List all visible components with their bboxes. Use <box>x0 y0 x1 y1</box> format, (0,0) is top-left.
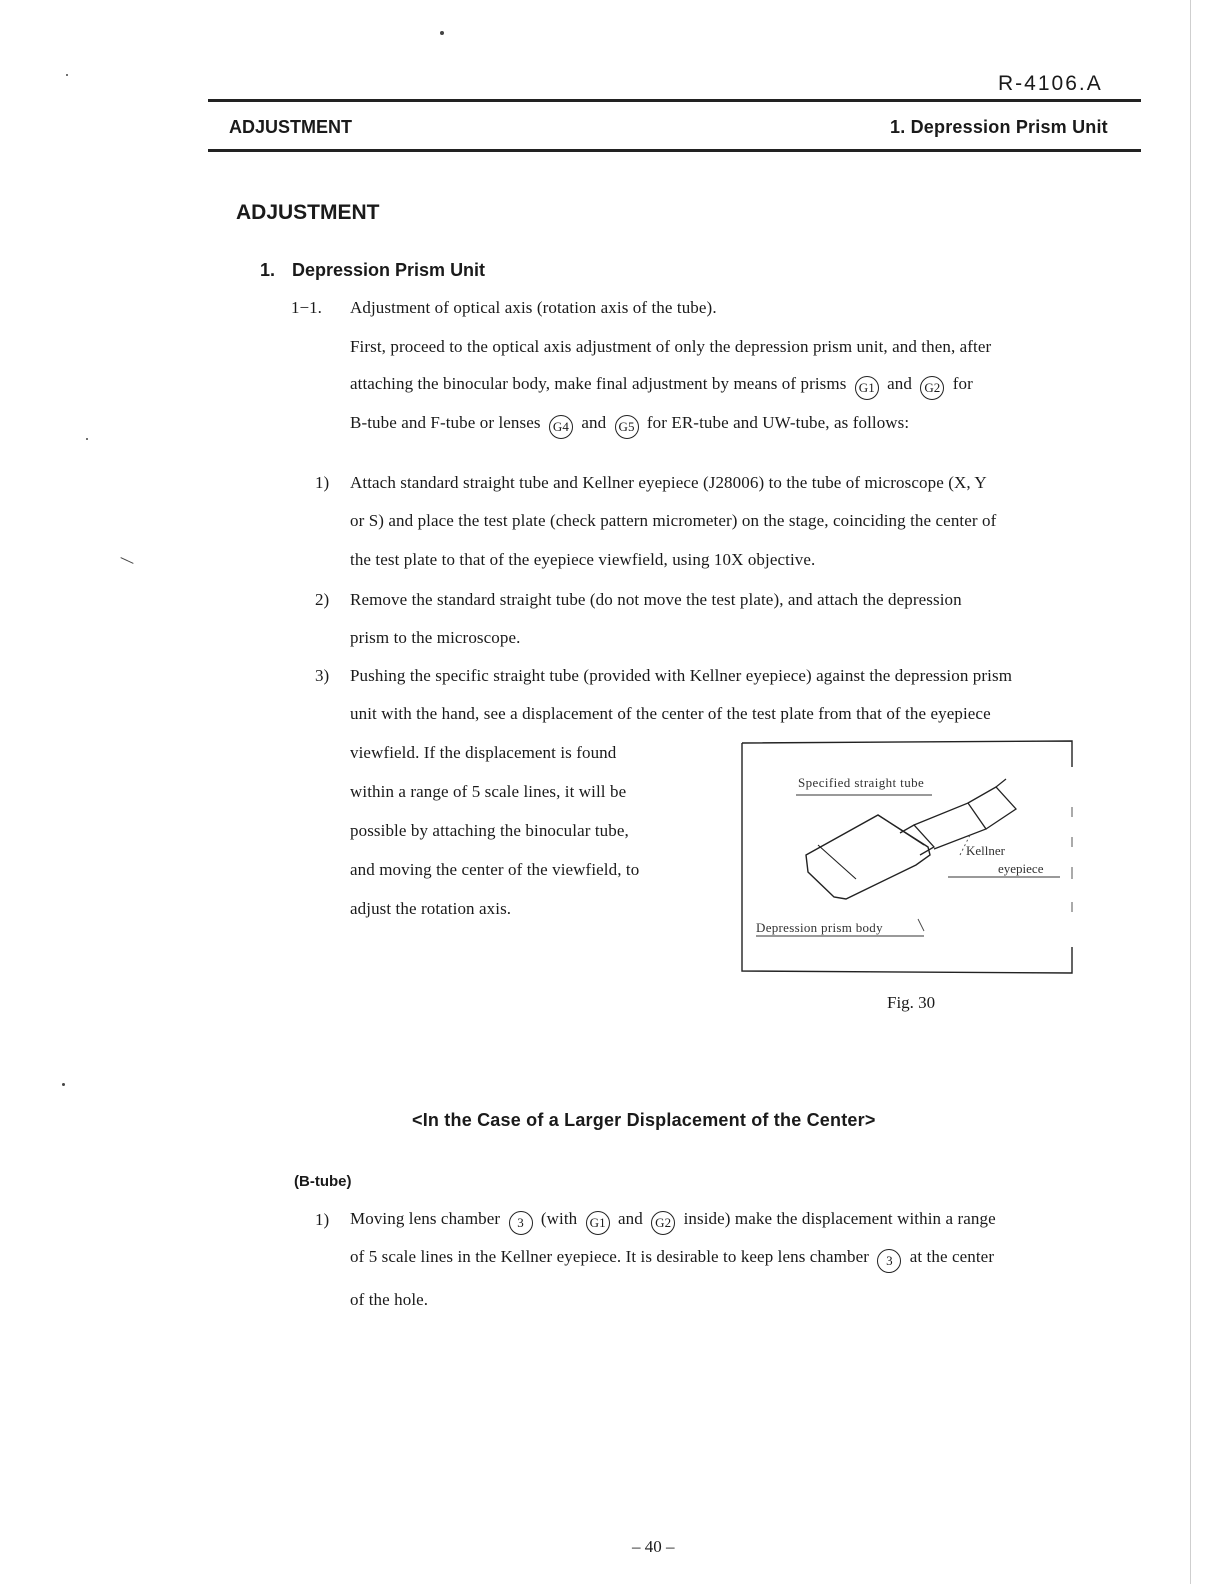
step-3-line-4: within a range of 5 scale lines, it will be <box>350 782 627 801</box>
g4-circle-icon: G4 <box>549 415 573 439</box>
page-number: – 40 – <box>632 1537 675 1556</box>
btube-line-1-d: inside) make the displacement within a range <box>683 1209 996 1228</box>
figure-caption: Fig. 30 <box>887 993 936 1012</box>
lens-chamber-3-circle-icon: 3 <box>509 1211 533 1235</box>
intro-line-2-end: for <box>952 374 973 393</box>
step-3-line-1: Pushing the specific straight tube (provided with Kellner eyepiece) against the depression prism <box>350 666 1013 685</box>
lens-chamber-3-circle-icon-2: 3 <box>877 1249 901 1273</box>
intro-line-2 <box>350 374 973 400</box>
g1-circle-icon: G1 <box>855 376 879 400</box>
step-3-line-7: adjust the rotation axis. <box>350 899 512 918</box>
btube-line-1-c: and <box>617 1209 643 1228</box>
btube-line-1-b: (with <box>540 1209 578 1228</box>
btube-line-1-a: Moving lens chamber <box>350 1209 501 1228</box>
step-1-line-2: or S) and place the test plate (check pattern micrometer) on the stage, coinciding the center of <box>350 511 997 530</box>
step-3-number: 3) <box>315 666 330 685</box>
section-number: 1. <box>260 260 276 280</box>
scan-edge-line <box>1190 0 1191 1584</box>
intro-line-1: First, proceed to the optical axis adjustment of only the depression prism unit, and then, after <box>350 337 992 356</box>
header-section-right: 1. Depression Prism Unit <box>890 117 1108 137</box>
figure-frame <box>738 737 1078 977</box>
document-number: R-4106.A <box>998 72 1103 95</box>
btube-line-2-b: at the center <box>909 1247 995 1266</box>
btube-line-1 <box>350 1209 996 1235</box>
btube-label: (B-tube) <box>294 1173 352 1190</box>
step-3-line-2: unit with the hand, see a displacement of the center of the test plate from that of the eyepiece <box>350 704 991 723</box>
scan-speck <box>62 1083 65 1086</box>
intro-and-1: and <box>887 374 912 393</box>
btube-line-2 <box>350 1247 994 1273</box>
scan-speck <box>86 438 88 440</box>
step-1-line-1: Attach standard straight tube and Kellner eyepiece (J28006) to the tube of microscope (X, Y <box>350 473 987 492</box>
step-2-line-1: Remove the standard straight tube (do not move the test plate), and attach the depression <box>350 590 962 609</box>
subsection-number: 1−1. <box>291 298 322 317</box>
header-section-left: ADJUSTMENT <box>229 117 353 137</box>
figure-label-kellner: Kellner <box>966 843 1005 858</box>
page-title: ADJUSTMENT <box>236 201 380 224</box>
intro-line-3-text: B-tube and F-tube or lenses <box>350 413 541 432</box>
intro-line-3 <box>350 413 909 439</box>
subsection-title: Adjustment of optical axis (rotation axis of the tube). <box>350 298 717 317</box>
figure-label-body: Depression prism body <box>756 920 883 935</box>
figure-label-eyepiece: eyepiece <box>998 861 1044 876</box>
btube-g1-circle-icon: G1 <box>586 1211 610 1235</box>
header-top-rule <box>208 99 1141 102</box>
step-3-line-5: possible by attaching the binocular tube, <box>350 821 629 840</box>
header-bottom-rule <box>208 149 1141 152</box>
intro-line-2-text: attaching the binocular body, make final adjustment by means of prisms <box>350 374 847 393</box>
step-2-line-2: prism to the microscope. <box>350 628 521 647</box>
btube-line-2-a: of 5 scale lines in the Kellner eyepiece. It is desirable to keep lens chamber <box>350 1247 870 1266</box>
intro-line-3-end: for ER-tube and UW-tube, as follows: <box>646 413 910 432</box>
figure-30 <box>738 737 1078 977</box>
intro-and-2: and <box>581 413 607 432</box>
g5-circle-icon: G5 <box>615 415 639 439</box>
step-3-line-3: viewfield. If the displacement is found <box>350 743 617 762</box>
section-title: Depression Prism Unit <box>292 260 486 280</box>
figure-label-tube: Specified straight tube <box>798 775 925 790</box>
scan-speck <box>440 31 444 35</box>
scan-speck <box>66 74 68 76</box>
g2-circle-icon: G2 <box>920 376 944 400</box>
btube-g2-circle-icon: G2 <box>651 1211 675 1235</box>
case-heading: <In the Case of a Larger Displacement of the Center> <box>412 1110 876 1130</box>
btube-line-3: of the hole. <box>350 1290 429 1309</box>
step-3-line-6: and moving the center of the viewfield, to <box>350 860 640 879</box>
btube-step-number: 1) <box>315 1210 330 1229</box>
step-2-number: 2) <box>315 590 330 609</box>
step-1-line-3: the test plate to that of the eyepiece viewfield, using 10X objective. <box>350 550 816 569</box>
step-1-number: 1) <box>315 473 330 492</box>
scan-speck <box>120 557 133 564</box>
